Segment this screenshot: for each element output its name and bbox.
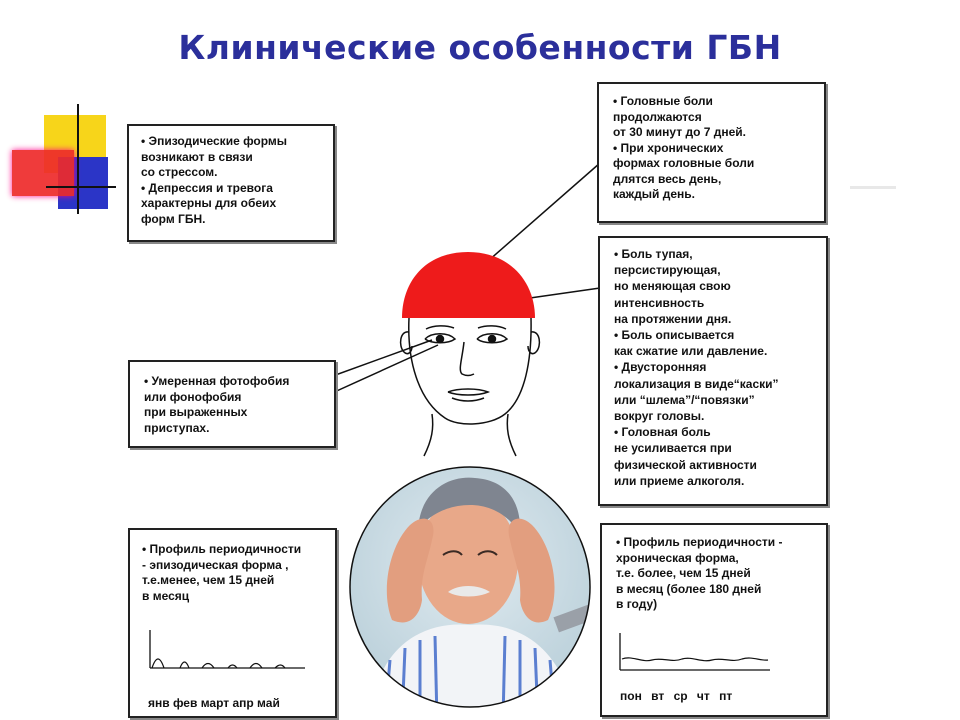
stress-box (127, 124, 335, 242)
photophobia-box (128, 360, 336, 448)
man-portrait (340, 460, 600, 720)
pain-line: • Двусторонняя (614, 360, 707, 375)
connector-photo-2 (330, 345, 438, 394)
duration-line: формах головные боли (613, 156, 755, 170)
pain-line: или “шлема”/“повязки” (614, 392, 755, 407)
chronic-sketch-graph (602, 525, 826, 715)
stress-line: форм ГБН. (141, 211, 206, 226)
stress-line: со стрессом. (141, 165, 218, 179)
page-title: Клинические особенности ГБН (178, 28, 782, 67)
pain-line: • Боль описывается (614, 328, 735, 343)
pain-line: персистирующая, (614, 263, 721, 278)
chronic-line: т.е. более, чем 15 дней (616, 566, 751, 580)
pain-line: не усиливается при (614, 441, 732, 456)
chronic-line: • Профиль периодичности - (616, 535, 783, 549)
pain-line: физической активности (614, 457, 757, 472)
pain-line: • Боль тупая, (614, 247, 693, 261)
pain-line: вокруг головы. (614, 409, 705, 424)
episodic-sketch-graph (130, 530, 335, 716)
chronic-line: в году) (616, 597, 658, 611)
head-drawing (401, 318, 540, 456)
connector-pain (530, 288, 600, 298)
episodic-profile-box (128, 528, 337, 718)
photophobia-line: или фонофобия (144, 389, 242, 404)
stress-line: характерны для обеих (141, 196, 277, 210)
duration-box (597, 82, 826, 223)
stress-line: • Эпизодические формы (141, 134, 288, 148)
episodic-line: т.е.менее, чем 15 дней (142, 573, 275, 587)
stress-line: • Депрессия и тревога (141, 180, 273, 195)
chronic-profile-box (600, 523, 828, 717)
pain-line: на протяжении дня. (614, 311, 732, 326)
photophobia-line: приступах. (144, 420, 210, 435)
pain-line: интенсивность (614, 295, 705, 310)
photophobia-line: при выраженных (144, 405, 248, 419)
connector-duration (480, 163, 600, 268)
chronic-line: в месяц (более 180 дней (616, 581, 762, 596)
pain-line: или приеме алкоголя. (614, 473, 745, 488)
red-helmet (402, 252, 535, 318)
duration-line: • При хронических (613, 140, 724, 155)
duration-line: продолжаются (613, 109, 702, 124)
duration-line: длятся весь день, (613, 171, 722, 186)
episodic-line: - эпизодическая форма , (142, 557, 289, 572)
weekdays-axis-labels: пон вт ср чт пт (620, 689, 733, 703)
photophobia-line: • Умеренная фотофобия (144, 374, 290, 388)
months-axis-labels: янв фев март апр май (148, 696, 280, 710)
pain-line: • Головная боль (614, 425, 711, 440)
pain-line: но меняющая свою (614, 279, 731, 294)
duration-line: каждый день. (613, 187, 696, 201)
chronic-line: хроническая форма, (616, 550, 739, 565)
pain-line: как сжатие или давление. (614, 344, 768, 359)
episodic-line: • Профиль периодичности (142, 542, 302, 556)
stress-line: возникают в связи (141, 149, 253, 164)
pain-box (598, 236, 828, 506)
duration-line: от 30 минут до 7 дней. (613, 125, 746, 139)
episodic-line: в месяц (142, 588, 190, 603)
pain-line: локализация в виде“каски” (614, 376, 779, 391)
duration-line: • Головные боли (613, 94, 713, 108)
